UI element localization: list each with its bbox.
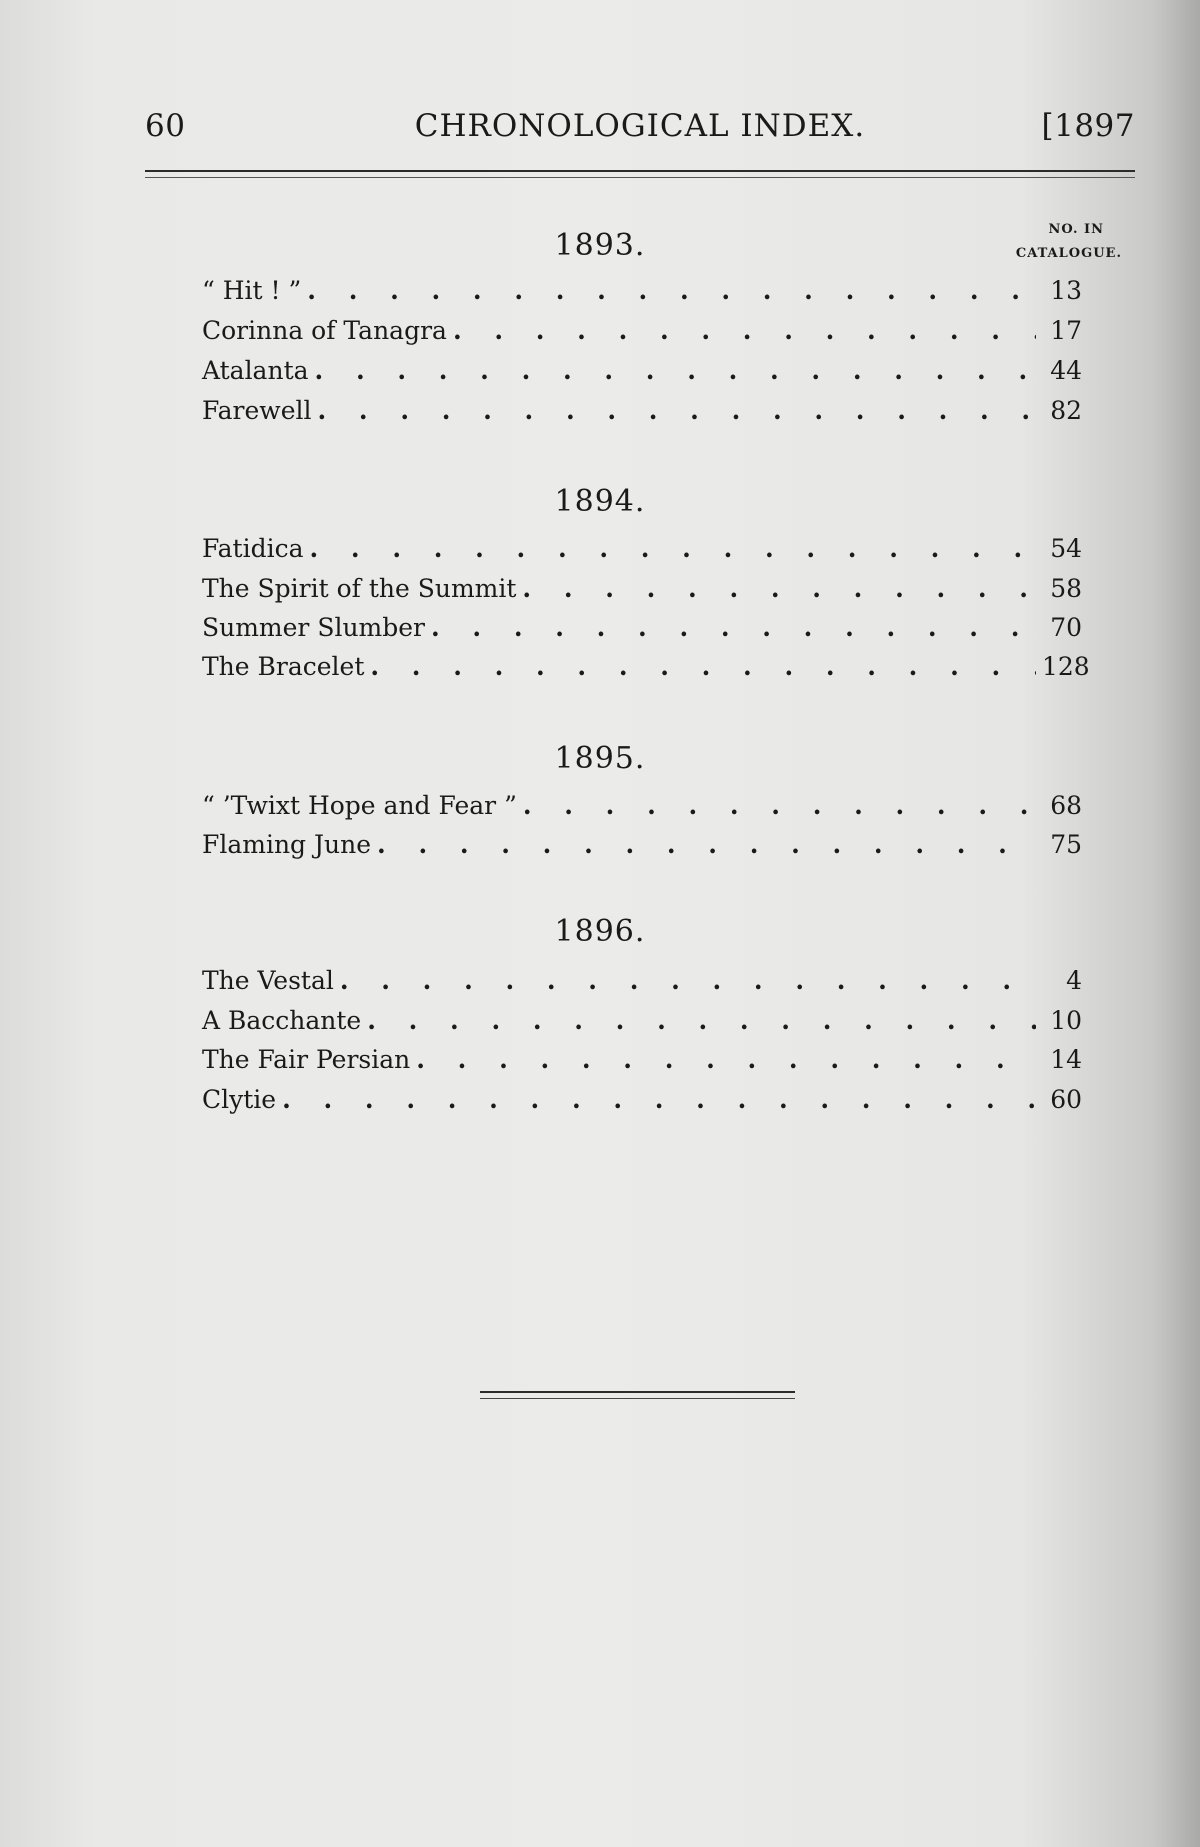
- dot-leader: [431, 613, 1036, 642]
- dot-leader: [318, 396, 1037, 425]
- entry-title: A Bacchante: [202, 1006, 362, 1035]
- dot-leader: [282, 1085, 1036, 1114]
- entry-title: Fatidica: [202, 534, 304, 563]
- entry-title: Summer Slumber: [202, 613, 426, 642]
- year-heading-1895: 1895.: [554, 741, 646, 776]
- dot-leader: [307, 276, 1036, 305]
- list-item: [202, 1045, 1082, 1085]
- catalogue-number: 68: [1050, 791, 1082, 820]
- entry-title: “ ’Twixt Hope and Fear ”: [202, 791, 517, 820]
- year-heading-1896: 1896.: [554, 914, 646, 949]
- list-item: [202, 830, 1082, 870]
- dot-leader: [416, 1045, 1036, 1074]
- dot-leader: [367, 1006, 1036, 1035]
- dot-leader: [310, 534, 1036, 563]
- catalogue-number: 17: [1050, 316, 1082, 345]
- dot-leader: [523, 791, 1036, 820]
- page-number: 60: [145, 108, 186, 144]
- list-item: [202, 652, 1090, 692]
- year-heading-1894: 1894.: [554, 484, 646, 519]
- catalogue-number: 54: [1050, 534, 1082, 563]
- list-item: [202, 574, 1082, 614]
- catalogue-number: 14: [1050, 1045, 1082, 1074]
- column-heading-line1: NO. IN: [1048, 222, 1104, 237]
- catalogue-number: 128: [1042, 652, 1090, 681]
- end-rule: [480, 1391, 795, 1399]
- list-item: [202, 791, 1082, 831]
- entry-title: The Spirit of the Summit: [202, 574, 517, 603]
- entry-title: “ Hit ! ”: [202, 276, 302, 305]
- dot-leader: [340, 966, 1036, 995]
- column-heading-line2: CATALOGUE.: [1015, 246, 1122, 261]
- entry-title: Flaming June: [202, 830, 372, 859]
- list-item: [202, 1085, 1082, 1125]
- header-year: [1897: [1041, 108, 1135, 144]
- list-item: [202, 966, 1082, 1006]
- entry-title: The Vestal: [202, 966, 334, 995]
- list-item: [202, 396, 1082, 436]
- page-title: CHRONOLOGICAL INDEX.: [414, 108, 866, 144]
- entry-title: The Bracelet: [202, 652, 365, 681]
- catalogue-number: 70: [1050, 613, 1082, 642]
- entry-title: Atalanta: [202, 356, 309, 385]
- dot-leader: [315, 356, 1036, 385]
- list-item: [202, 276, 1082, 316]
- list-item: [202, 316, 1082, 356]
- year-heading-1893: 1893.: [554, 228, 646, 263]
- entry-title: Clytie: [202, 1085, 277, 1114]
- catalogue-number: 58: [1050, 574, 1082, 603]
- dot-leader: [377, 830, 1036, 859]
- catalogue-number: 44: [1050, 356, 1082, 385]
- list-item: [202, 356, 1082, 396]
- list-item: [202, 613, 1082, 653]
- catalogue-number: 82: [1050, 396, 1082, 425]
- header-rule: [145, 170, 1135, 178]
- entry-title: The Fair Persian: [202, 1045, 411, 1074]
- dot-leader: [370, 652, 1036, 681]
- catalogue-number: 75: [1050, 830, 1082, 859]
- catalogue-number: 60: [1050, 1085, 1082, 1114]
- dot-leader: [453, 316, 1036, 345]
- entry-title: Corinna of Tanagra: [202, 316, 447, 345]
- list-item: [202, 534, 1082, 574]
- running-head: [145, 108, 1135, 152]
- catalogue-number: 4: [1066, 966, 1082, 995]
- list-item: [202, 1006, 1082, 1046]
- catalogue-number: 13: [1050, 276, 1082, 305]
- entry-title: Farewell: [202, 396, 312, 425]
- dot-leader: [522, 574, 1036, 603]
- catalogue-number: 10: [1050, 1006, 1082, 1035]
